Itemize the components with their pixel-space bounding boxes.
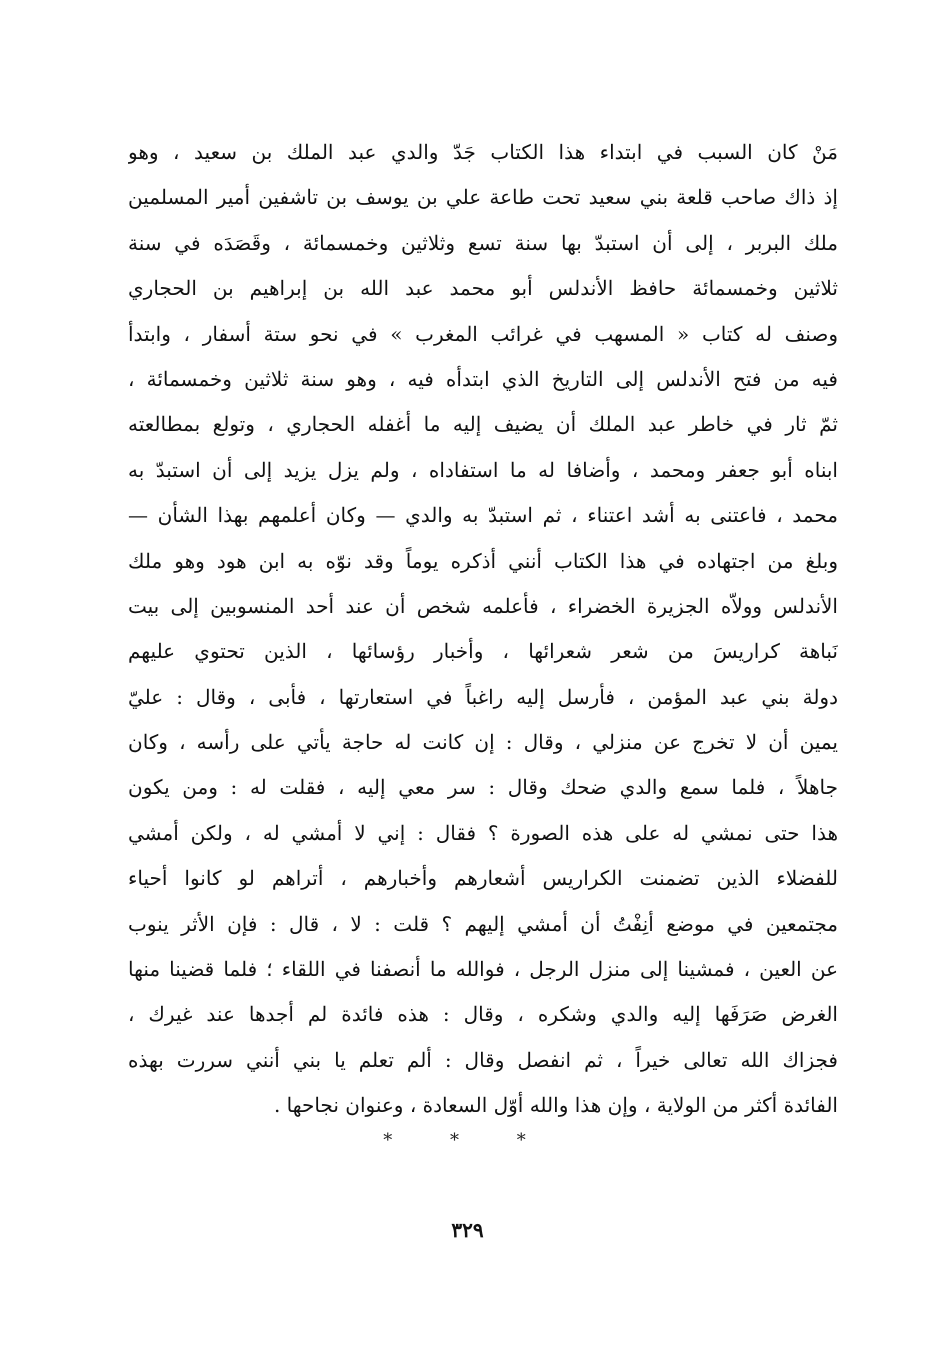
text-line: ثلاثين وخمسمائة حافظ الأندلس أبو محمد عبد الله بن إبراهيم بن الحجاري (128, 276, 838, 301)
text-line: جاهلاً ، فلما سمع والدي ضحك وقال : سر معي إليه ، فقلت له : ومن يكون (128, 775, 838, 800)
text-line: وبلغ من اجتهاده في هذا الكتاب أنني أذكره يوماً وقد نوّه به ابن هود وهو ملك (128, 548, 838, 573)
text-line: الغرض صَرَفَها إليه والدي وشكره ، وقال : هذه فائدة لم أجدها عند غيرك ، (128, 1002, 838, 1027)
text-line: الأندلس وولاّه الجزيرة الخضراء ، فأعلمه شخص أن عند أحد المنسوبين إلى بيت (128, 593, 838, 618)
text-line-last: الفائدة أكثر من الولاية ، وإن هذا والله أوّل السعادة ، وعنوان نجاحها . (273, 1093, 838, 1118)
text-line: نَباهة كراريسَ من شعر شعرائها ، وأخبار رؤسائها ، الذين تحتوي عليهم (128, 639, 838, 664)
text-line: للفضلاء الذين تضمنت الكراريس أشعارهم وأخبارهم ، أتراهم لو كانوا أحياء (128, 866, 838, 891)
text-line: وصنف له كتاب « المسهب في غرائب المغرب » في نحو ستة أسفار ، وابتدأ (128, 321, 838, 346)
text-line: محمد ، فاعتنى به أشد اعتناء ، ثم استبدّ به والدي — وكان أعلمهم بهذا الشأن — (128, 503, 838, 528)
text-line: مَنْ كان السبب في ابتداء هذا الكتاب جَدّ والدي عبد الملك بن سعيد ، وهو (128, 140, 838, 164)
text-line: فجزاك الله تعالى خيراً ، ثم انفصل وقال : ألم تعلم يا بني أنني سررت بهذه (128, 1047, 838, 1072)
text-line: عن العين ، فمشينا إلى منزل الرجل ، فوالله ما أنصفنا في اللقاء ؛ فلما قضينا منها (128, 957, 838, 982)
text-line: هذا حتى نمشي له على هذه الصورة ؟ فقال : إني لا أمشي له ، ولكن أمشي (128, 820, 838, 845)
text-line: يمين أن لا تخرج عن منزلي ، وقال : إن كانت له حاجة يأتي على رأسه ، وكان (128, 730, 838, 755)
text-line: مجتمعين في موضع أنِفْتُ أن أمشي إليهم ؟ قلت : لا ، قال : فإن الأثر ينوب (128, 911, 838, 936)
body-text (128, 130, 838, 1129)
text-line: دولة بني عبد المؤمن ، فأرسل إليه راغباً في استعارتها ، فأبى ، وقال : عليّ (128, 684, 838, 709)
text-line: ثمّ ثار في خاطر عبد الملك أن يضيف إليه ما أغفله الحجاري ، وتولع بمطالعته (128, 412, 838, 437)
section-separator: * * * (383, 1130, 552, 1151)
text-line: فيه من فتح الأندلس إلى التاريخ الذي ابتدأه فيه ، وهو سنة ثلاثين وخمسمائة ، (128, 366, 838, 391)
text-line: إذ ذاك صاحب قلعة بني سعيد تحت طاعة علي بن يوسف بن تاشفين أمير المسلمين (128, 185, 838, 210)
text-line: ابناه أبو جعفر ومحمد ، وأضافا له ما استفاداه ، ولم يزل يزيد إلى أن استبدّ به (128, 457, 838, 482)
text-line: ملك البربر ، إلى أن استبدّ بها سنة تسع وثلاثين وخمسمائة ، وقَصَدَه في سنة (128, 230, 838, 255)
page-number: ٣٢٩ (451, 1218, 484, 1242)
